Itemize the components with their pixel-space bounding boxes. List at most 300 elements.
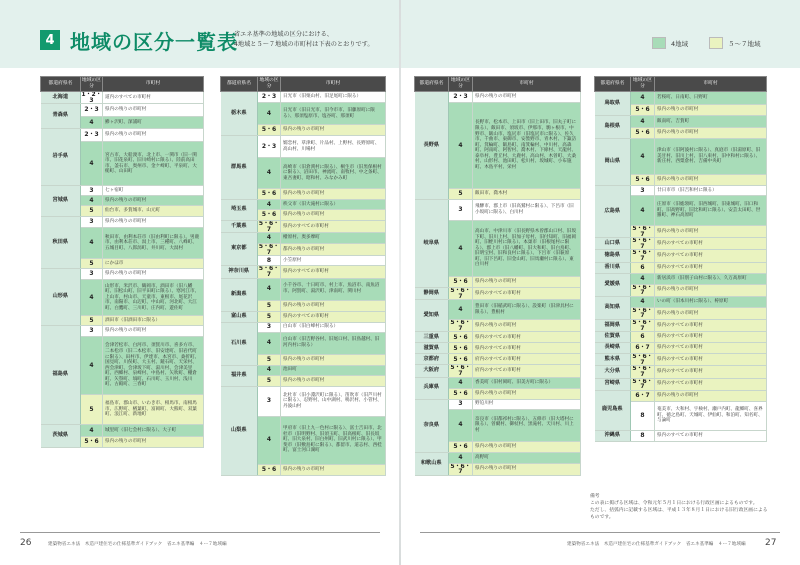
municipality-cell: 酒田市（旧酒田市に限る）: [103, 316, 204, 326]
zone-cell: 2・3: [449, 92, 473, 103]
zone-cell: 5: [449, 189, 473, 200]
table-row: [415, 300, 581, 320]
prefecture-cell: 岡山県: [595, 139, 631, 186]
zone-cell: 4: [81, 228, 103, 259]
municipality-cell: 北杜市（旧小淵沢町に限る）、笛吹市（旧芦川村に限る）、忍野村、山中湖村、鳴沢村、小菅村、丹波山村: [281, 386, 386, 416]
municipality-cell: 廿日市市（旧吉和村に限る）: [655, 186, 767, 196]
table-row: [41, 129, 204, 142]
zone-cell: 8: [258, 256, 281, 266]
header-zone: 地域の区分: [258, 77, 281, 92]
table-row: [595, 139, 767, 175]
municipality-cell: 県内の残りの市町村: [655, 284, 767, 296]
footer-text-left: 建築物省エネ法 木造戸建住宅の仕様基準ガイドブック 省エネ基準編 ４ー７地域編: [48, 542, 227, 547]
legend-zone-4: [652, 37, 688, 49]
page-number-left: 26: [20, 538, 32, 548]
table-row: [221, 278, 386, 300]
zone-cell: 4: [258, 103, 281, 125]
municipality-cell: 県内のすべての市町村: [473, 332, 581, 343]
municipality-cell: 福島市、郡山市、いわき市、相馬市、南相馬市、広野町、楢葉町、富岡町、大熊町、双葉町、浪江町、新地町: [103, 395, 204, 425]
table-row: [415, 354, 581, 365]
zone-cell: 5・6・7: [632, 378, 653, 391]
zone-cell: 4: [81, 196, 103, 206]
region-table-2: [220, 76, 386, 476]
legend-label: 4地域: [671, 39, 689, 48]
table-row: [415, 288, 581, 300]
municipality-cell: 仙台市、多賀城市、山元町: [103, 206, 204, 217]
municipality-cell: 香美町（旧村岡町、旧美方町に限る）: [473, 377, 581, 388]
zone-cell: 6: [631, 262, 655, 273]
prefecture-cell: 京都府: [415, 354, 449, 365]
header-muni: 市町村: [473, 77, 581, 92]
municipality-cell: 県内のすべての市町村: [655, 319, 767, 331]
prefecture-cell: 山梨県: [221, 386, 258, 475]
zone-cell: 5・6: [449, 388, 473, 399]
municipality-cell: 会津若松市、白河市、須賀川市、喜多方市、二本松市（旧二本松市、旧安達町、旧岩代町に限る）、田村市、伊達市、本宮市、桑折町、国見町、川俣町、大玉村、鏡石町、天栄村、西会津町、会津坂下町、湯川村、会津美里町、西郷村、泉崎村、中島村、矢吹町、棚倉町、矢祭町、塙町、石川町、玉川村、浅川町、古殿町、三春町: [103, 337, 204, 395]
prefecture-cell: 東京都: [221, 233, 258, 266]
region-table-3: [414, 76, 581, 476]
legend-swatch: [652, 37, 666, 49]
municipality-cell: 県内の残りの市町村: [281, 189, 386, 200]
prefecture-cell: 熊本県: [595, 354, 631, 366]
remarks-line: ただし、括弧内に記載する区域は、平成１３年８月１日における旧行政区画によるものです。: [590, 508, 768, 520]
table-row: [221, 221, 386, 233]
zone-cell: 2・3: [81, 104, 103, 117]
zone-cell: 5: [258, 375, 281, 386]
table-row: [595, 319, 767, 331]
region-table-4: [594, 76, 767, 442]
prefecture-cell: 福岡県: [595, 319, 631, 331]
zone-cell: 5・6・7: [258, 243, 280, 256]
prefecture-cell: 栃木県: [221, 92, 258, 136]
municipality-cell: 県内のすべての市町村: [655, 343, 767, 354]
municipality-cell: 庄原市（旧総領町、旧西城町、旧東城町、旧口和町、旧高野町、旧比和町に限る）、安芸太田町、世羅町、神石高原町: [655, 196, 767, 226]
zone-cell: 4: [631, 116, 655, 128]
municipality-cell: 県内の残りの市町村: [655, 226, 767, 238]
zone-cell: 4: [449, 409, 473, 441]
prefecture-cell: 宮崎県: [595, 378, 631, 390]
table-row: [415, 452, 581, 463]
zone-cell: 5・6: [449, 332, 473, 343]
prefecture-cell: 兵庫県: [415, 377, 449, 399]
zone-cell: 5・6・7: [632, 249, 653, 262]
prefecture-cell: 大分県: [595, 366, 631, 378]
prefecture-cell: 宮城県: [41, 186, 81, 217]
zone-cell: 4: [81, 117, 103, 129]
zone-cell: 3: [449, 200, 473, 221]
zone-cell: 4: [81, 337, 103, 395]
municipality-cell: 府内のすべての市町村: [473, 365, 581, 377]
municipality-cell: 小千谷市、十日町市、村上市、魚沼市、南魚沼市、阿賀町、湯沢町、津南町、関川村: [281, 278, 386, 300]
zone-cell: 4: [631, 139, 655, 175]
zone-cell: 5・6: [258, 189, 281, 200]
zone-cell: 4: [449, 103, 473, 189]
table-row: [221, 266, 386, 278]
municipality-cell: 県内の残りの市町村: [103, 129, 204, 142]
table-row: [221, 233, 386, 244]
prefecture-cell: 福井県: [221, 365, 258, 386]
municipality-cell: 県内のすべての市町村: [473, 343, 581, 354]
chapter-number: 4: [40, 30, 60, 50]
prefecture-cell: 群馬県: [221, 136, 258, 200]
zone-cell: 3: [81, 186, 103, 196]
prefecture-cell: 岐阜県: [415, 200, 449, 288]
municipality-cell: 県内の残りの市町村: [103, 196, 204, 206]
zone-cell: 5・6: [449, 354, 473, 365]
prefecture-cell: 佐賀県: [595, 332, 631, 343]
zone-cell: 4: [631, 196, 655, 226]
municipality-cell: 県内のすべての市町村: [655, 262, 767, 273]
legend-zone-5-7: [709, 37, 761, 49]
table-row: [41, 104, 204, 117]
municipality-cell: 県内の残りの市町村: [103, 104, 204, 117]
municipality-cell: 府内のすべての市町村: [473, 354, 581, 365]
table-row: [221, 386, 386, 416]
municipality-cell: 日光市（旧日光市、旧今市市、旧藤原町に限る）、那須塩原市、塩谷町、那須町: [281, 103, 386, 125]
municipality-cell: 秩父市（旧大滝村に限る）: [281, 200, 386, 210]
municipality-cell: 城里町（旧七会村に限る）、大子町: [103, 425, 204, 437]
municipality-cell: 県内の残りの市町村: [473, 320, 581, 332]
header-pref: 都道府県名: [221, 77, 258, 92]
prefecture-cell: 富山県: [221, 311, 258, 322]
zone-cell: 5・6・7: [632, 307, 653, 320]
municipality-cell: 奄美市、大和村、宇検村、瀬戸内町、龍郷町、喜界町、徳之島町、天城町、伊仙町、和泊町、知名町、与論町: [655, 401, 767, 430]
zone-cell: 4: [631, 296, 655, 307]
municipality-cell: 県内のすべての市町村: [655, 366, 767, 378]
zone-cell: 5・6・7: [632, 365, 653, 378]
table-row: [415, 92, 581, 103]
prefecture-cell: 新潟県: [221, 278, 258, 311]
municipality-cell: 甲府市（旧上九一色村に限る）、富士吉田市、北杜市（旧明野村、旧須玉町、旧高根町、旧長坂町、旧大泉村、旧白州町、旧武川村に限る）、甲斐市（旧敷島町に限る）、都留市、道志村、西桂町、富士河口湖町: [281, 416, 386, 464]
zone-cell: 5・6: [449, 277, 473, 288]
prefecture-cell: 徳島県: [595, 250, 631, 262]
zone-cell: 5・6・7: [632, 284, 653, 297]
table-row: [221, 200, 386, 210]
zone-cell: 3: [449, 399, 473, 409]
table-row: [595, 262, 767, 273]
table-row: [595, 186, 767, 196]
zone-cell: 5: [81, 206, 103, 217]
municipality-cell: 日光市（旧栗山村、旧足尾町に限る）: [281, 92, 386, 103]
intro-line: 4地域と５～７地域の市町村は下表のとおりです。: [234, 41, 374, 48]
zone-cell: 5・6・7: [450, 319, 471, 332]
table-row: [41, 92, 204, 104]
zone-cell: 4: [258, 278, 281, 300]
zone-cell: 4: [631, 92, 655, 105]
table-row: [595, 366, 767, 378]
prefecture-cell: 長崎県: [595, 343, 631, 354]
zone-cell: 4: [81, 280, 103, 316]
zone-cell: 4: [258, 365, 281, 375]
prefecture-cell: 長野県: [415, 92, 449, 200]
table-row: [41, 326, 204, 337]
table-row: [221, 365, 386, 375]
prefecture-cell: 埼玉県: [221, 200, 258, 221]
legend-label: ５～７地域: [728, 39, 761, 48]
zone-cell: 5・6: [81, 437, 103, 448]
zone-cell: 2・3: [258, 92, 281, 103]
zone-cell: 5・6: [631, 128, 655, 139]
prefecture-cell: 神奈川県: [221, 266, 258, 278]
table-row: [415, 377, 581, 388]
table-row: [41, 217, 204, 228]
municipality-cell: 新居浜市（旧別子山村に限る）、久万高原町: [655, 273, 767, 284]
table-row: [595, 430, 767, 441]
municipality-cell: 県内の残りの市町村: [655, 128, 767, 139]
prefecture-cell: 三重県: [415, 332, 449, 343]
municipality-cell: 県内の残りの市町村: [103, 326, 204, 337]
header-muni: 市町村: [655, 77, 767, 92]
prefecture-cell: 香川県: [595, 262, 631, 273]
chapter-title: 地域の区分一覧表: [70, 30, 238, 54]
municipality-cell: 県内のすべての市町村: [655, 238, 767, 250]
zone-cell: 4: [449, 221, 473, 277]
remarks-note: [590, 493, 770, 521]
zone-cell: 5・6・7: [450, 364, 471, 377]
zone-cell: 3: [631, 186, 655, 196]
prefecture-cell: 愛知県: [415, 300, 449, 332]
table-row: [595, 250, 767, 262]
prefecture-cell: 山口県: [595, 238, 631, 250]
zone-cell: 5・6・7: [632, 225, 653, 238]
zone-cell: 3: [81, 217, 103, 228]
municipality-cell: 県内の残りの市町村: [281, 375, 386, 386]
table-row: [415, 332, 581, 343]
header-zone: 地域の区分: [449, 77, 473, 92]
municipality-cell: 飯田市、喬木村: [473, 189, 581, 200]
zone-cell: 3: [258, 322, 281, 332]
municipality-cell: 山形市、米沢市、鶴岡市、酒田市（旧八幡町、旧松山町、旧平田町に限る）、寒河江市、上山市、村山市、天童市、東根市、尾花沢市、南陽市、山辺町、中山町、河北町、大江町、白鷹町、三川町、庄内町、遊佐町: [103, 280, 204, 316]
zone-cell: 4: [258, 416, 281, 464]
municipality-cell: 七ヶ宿町: [103, 186, 204, 196]
zone-cell: 2・3: [81, 129, 103, 142]
municipality-cell: 県内の残りの市町村: [655, 175, 767, 186]
municipality-cell: 秋田市、由利本荘市（旧由利町に限る）、男鹿市、由利本荘市、潟上市、三種町、八峰町、五城目町、八郎潟町、井川町、大潟村: [103, 228, 204, 259]
intro-line: 省エネ基準の地域の区分における、: [234, 31, 333, 38]
municipality-cell: 嬬恋村、草津町、片品村、上野村、長野原町、高山村、川場村: [281, 136, 386, 158]
table-row: [415, 343, 581, 354]
zone-cell: 5: [81, 316, 103, 326]
municipality-cell: 豊田市（旧稲武町に限る）、設楽町（旧津具村に限る）、豊根村: [473, 300, 581, 320]
municipality-cell: 県内のすべての市町村: [655, 250, 767, 262]
municipality-cell: 県内のすべての市町村: [281, 266, 386, 278]
municipality-cell: 県内のすべての市町村: [473, 288, 581, 300]
prefecture-cell: 広島県: [595, 186, 631, 238]
remarks-line: この表に掲げる区域は、令和元年５月１日における行政区画によるものです。: [590, 501, 758, 506]
prefecture-cell: 愛媛県: [595, 273, 631, 296]
zone-cell: 4: [449, 377, 473, 388]
zone-cell: 5・6・7: [258, 220, 280, 233]
municipality-cell: 県内の残りの市町村: [655, 307, 767, 319]
zone-cell: 4: [631, 273, 655, 284]
municipality-cell: 県内の残りの市町村: [655, 390, 767, 401]
table-row: [595, 354, 767, 366]
zone-cell: 5・6: [258, 125, 281, 136]
chapter-intro: [234, 30, 374, 50]
zone-cell: 4: [449, 452, 473, 463]
municipality-cell: 県内の残りの市町村: [103, 217, 204, 228]
remarks-title: 備考: [590, 494, 600, 499]
prefecture-cell: 鳥取県: [595, 92, 631, 116]
municipality-cell: 白山市（旧白峰村に限る）: [281, 322, 386, 332]
municipality-cell: 長野市、松本市、上田市（旧上田市、旧丸子町に限る）、飯田市、須坂市、伊那市、駒ヶ根市、中野市、飯山市、塩尻市（旧塩尻市に限る）、佐久市、千曲市、東御市、安曇野市、青木村、下諏訪町、箕輪町、飯島町、南箕輪村、中川村、高森町、阿南町、阿智村、喬木村、下條村、天龍村、泰阜村、豊丘村、大鹿村、高山村、木曽町、大桑村、山形村、池田町、松川村、坂城町、小布施町、木島平村、栄村: [473, 103, 581, 189]
municipality-cell: 飛騨市、郡上市（旧高鷲村に限る）、下呂市（旧小坂町に限る）、白川村: [473, 200, 581, 221]
municipality-cell: 県内の残りの市町村: [655, 105, 767, 116]
table-row: [415, 200, 581, 221]
table-row: [595, 332, 767, 343]
municipality-cell: 白山市（旧吉野谷村、旧尾口村、旧鳥越村、旧河内村に限る）: [281, 332, 386, 354]
zone-cell: 5・6: [631, 175, 655, 186]
table-row: [41, 425, 204, 437]
municipality-cell: 都内の残りの市町村: [281, 244, 386, 256]
municipality-cell: 県内の残りの市町村: [473, 388, 581, 399]
municipality-cell: 小笠原村: [281, 256, 386, 266]
zone-cell: 5・6・7: [450, 287, 471, 300]
municipality-cell: 奈良市（旧都祁村に限る）、五條市（旧大塔村に限る）、曽爾村、御杖村、黒滝村、天川村、川上村: [473, 409, 581, 441]
table-row: [221, 311, 386, 322]
municipality-cell: 県内のすべての市町村: [281, 221, 386, 233]
zone-cell: 3: [258, 386, 281, 416]
municipality-cell: いの町（旧本川村に限る）、梼原町: [655, 296, 767, 307]
prefecture-cell: 鹿児島県: [595, 390, 631, 430]
header-pref: 都道府県名: [595, 77, 631, 92]
zone-cell: 4: [258, 200, 281, 210]
municipality-cell: 県内の残りの市町村: [103, 269, 204, 280]
prefecture-cell: 茨城県: [41, 425, 81, 448]
municipality-cell: 道内のすべての市町村: [103, 92, 204, 104]
footer-text-right: 建築物省エネ法 木造戸建住宅の仕様基準ガイドブック 省エネ基準編 ４ー７地域編: [567, 542, 746, 547]
prefecture-cell: 福島県: [41, 326, 81, 425]
region-table-1: [40, 76, 204, 448]
footer-rule-right: [420, 532, 780, 533]
table-row: [221, 322, 386, 332]
municipality-cell: 高野町: [473, 452, 581, 463]
prefecture-cell: 島根県: [595, 116, 631, 139]
zone-cell: 6・7: [631, 343, 655, 354]
zone-cell: 6: [631, 332, 655, 343]
municipality-cell: 津山市（旧阿波村に限る）、真庭市（旧湯原町、旧美甘村、旧川上村、旧八束村、旧中和村に限る）、新庄村、西粟倉村、吉備中央町: [655, 139, 767, 175]
zone-cell: 1・2・3: [81, 91, 102, 104]
prefecture-cell: 沖縄県: [595, 430, 631, 441]
header-zone: 地域の区分: [631, 77, 655, 92]
zone-cell: 2・3: [258, 136, 281, 158]
municipality-cell: 県内の残りの市町村: [281, 354, 386, 365]
table-row: [221, 92, 386, 103]
table-row: [415, 365, 581, 377]
municipality-cell: 県内の残りの市町村: [281, 464, 386, 475]
prefecture-cell: 北海道: [41, 92, 81, 104]
table-row: [595, 273, 767, 284]
zone-cell: 3: [81, 269, 103, 280]
prefecture-cell: 奈良県: [415, 399, 449, 452]
municipality-cell: 高山市、中津川市（旧長野県木曽郡山口村、旧坂下町、旧川上村、旧加子母村、旧付知町、旧福岡町、旧蛭川村に限る）、本巣市（旧根尾村に限る）、郡上市（旧八幡町、旧大和町、旧白鳥町、旧明宝村、旧和良村に限る）、下呂市（旧萩原町、旧下呂町、旧金山町、旧馬瀬村に限る）、東白川村: [473, 221, 581, 277]
footer-rule-left: [20, 532, 380, 533]
prefecture-cell: 青森県: [41, 104, 81, 129]
table-row: [221, 136, 386, 158]
municipality-cell: 県内のすべての市町村: [281, 311, 386, 322]
prefecture-cell: 山形県: [41, 269, 81, 326]
table-row: [415, 399, 581, 409]
table-row: [595, 296, 767, 307]
zone-cell: 5: [258, 354, 281, 365]
table-row: [595, 116, 767, 128]
zone-cell: 3: [81, 326, 103, 337]
table-row: [595, 390, 767, 401]
municipality-cell: 高崎市（旧倉渕村に限る）、桐生市（旧黒保根村に限る）、沼田市、神流町、南牧村、中之条町、東吾妻町、昭和村、みなかみ町: [281, 158, 386, 189]
table-row: [595, 238, 767, 250]
zone-cell: 5: [258, 311, 281, 322]
municipality-cell: にかほ市: [103, 259, 204, 269]
municipality-cell: 宮古市、大船渡市、北上市、一関市（旧一関市、旧花泉町、旧川崎村に限る）、陸前高田市、釜石市、奥州市、金ケ崎町、平泉町、大槌町、山田町: [103, 142, 204, 186]
zone-cell: 4: [258, 332, 281, 354]
municipality-cell: 県内の残りの市町村: [281, 125, 386, 136]
zone-cell: 5・6: [258, 210, 281, 221]
prefecture-cell: 滋賀県: [415, 343, 449, 354]
table-row: [595, 378, 767, 390]
table-row: [41, 269, 204, 280]
municipality-cell: 檜原村、奥多摩町: [281, 233, 386, 244]
page-number-right: 27: [765, 538, 777, 548]
zone-cell: 4: [258, 158, 281, 189]
zone-cell: 5・6・7: [632, 353, 653, 366]
zone-cell: 8: [631, 401, 655, 430]
legend-swatch: [709, 37, 723, 49]
table-row: [595, 343, 767, 354]
municipality-cell: 県内の残りの市町村: [473, 463, 581, 475]
zone-cell: 5: [81, 259, 103, 269]
municipality-cell: 県内のすべての市町村: [655, 332, 767, 343]
prefecture-cell: 大阪府: [415, 365, 449, 377]
header-pref: 都道府県名: [41, 77, 81, 92]
zone-cell: 8: [631, 430, 655, 441]
municipality-cell: 県内の残りの市町村: [281, 300, 386, 311]
municipality-cell: 野迫川村: [473, 399, 581, 409]
table-row: [41, 186, 204, 196]
municipality-cell: 県内の残りの市町村: [473, 277, 581, 288]
header-zone: 地域の区分: [81, 77, 103, 92]
municipality-cell: 県内のすべての市町村: [655, 430, 767, 441]
zone-cell: 4: [449, 300, 473, 320]
prefecture-cell: 静岡県: [415, 288, 449, 300]
municipality-cell: 県内のすべての市町村: [655, 354, 767, 366]
zone-cell: 5・6・7: [258, 265, 280, 278]
zone-cell: 5・6: [449, 441, 473, 452]
page-spine: [399, 0, 401, 565]
municipality-cell: 若桜町、日南町、日野町: [655, 92, 767, 105]
zone-cell: 5・6: [258, 464, 281, 475]
municipality-cell: 県内のすべての市町村: [655, 378, 767, 390]
zone-cell: 4: [81, 425, 103, 437]
header-pref: 都道府県名: [415, 77, 449, 92]
header-muni: 市町村: [103, 77, 204, 92]
municipality-cell: 池田町: [281, 365, 386, 375]
municipality-cell: 県内の残りの市町村: [281, 210, 386, 221]
zone-cell: 5・6: [631, 105, 655, 116]
zone-cell: 5・6・7: [450, 463, 471, 476]
municipality-cell: 県内の残りの市町村: [473, 92, 581, 103]
prefecture-cell: 和歌山県: [415, 452, 449, 475]
municipality-cell: 県内の残りの市町村: [473, 441, 581, 452]
zone-cell: 4: [81, 142, 103, 186]
zone-cell: 5・6: [449, 343, 473, 354]
municipality-cell: 飯南町、吉賀町: [655, 116, 767, 128]
header-muni: 市町村: [281, 77, 386, 92]
zone-cell: 5・6・7: [632, 237, 653, 250]
zone-cell: 5: [258, 300, 281, 311]
zone-cell: 5・6・7: [632, 319, 653, 332]
zone-cell: 4: [258, 233, 281, 244]
zone-cell: 5: [81, 395, 103, 425]
municipality-cell: 県内の残りの市町村: [103, 437, 204, 448]
